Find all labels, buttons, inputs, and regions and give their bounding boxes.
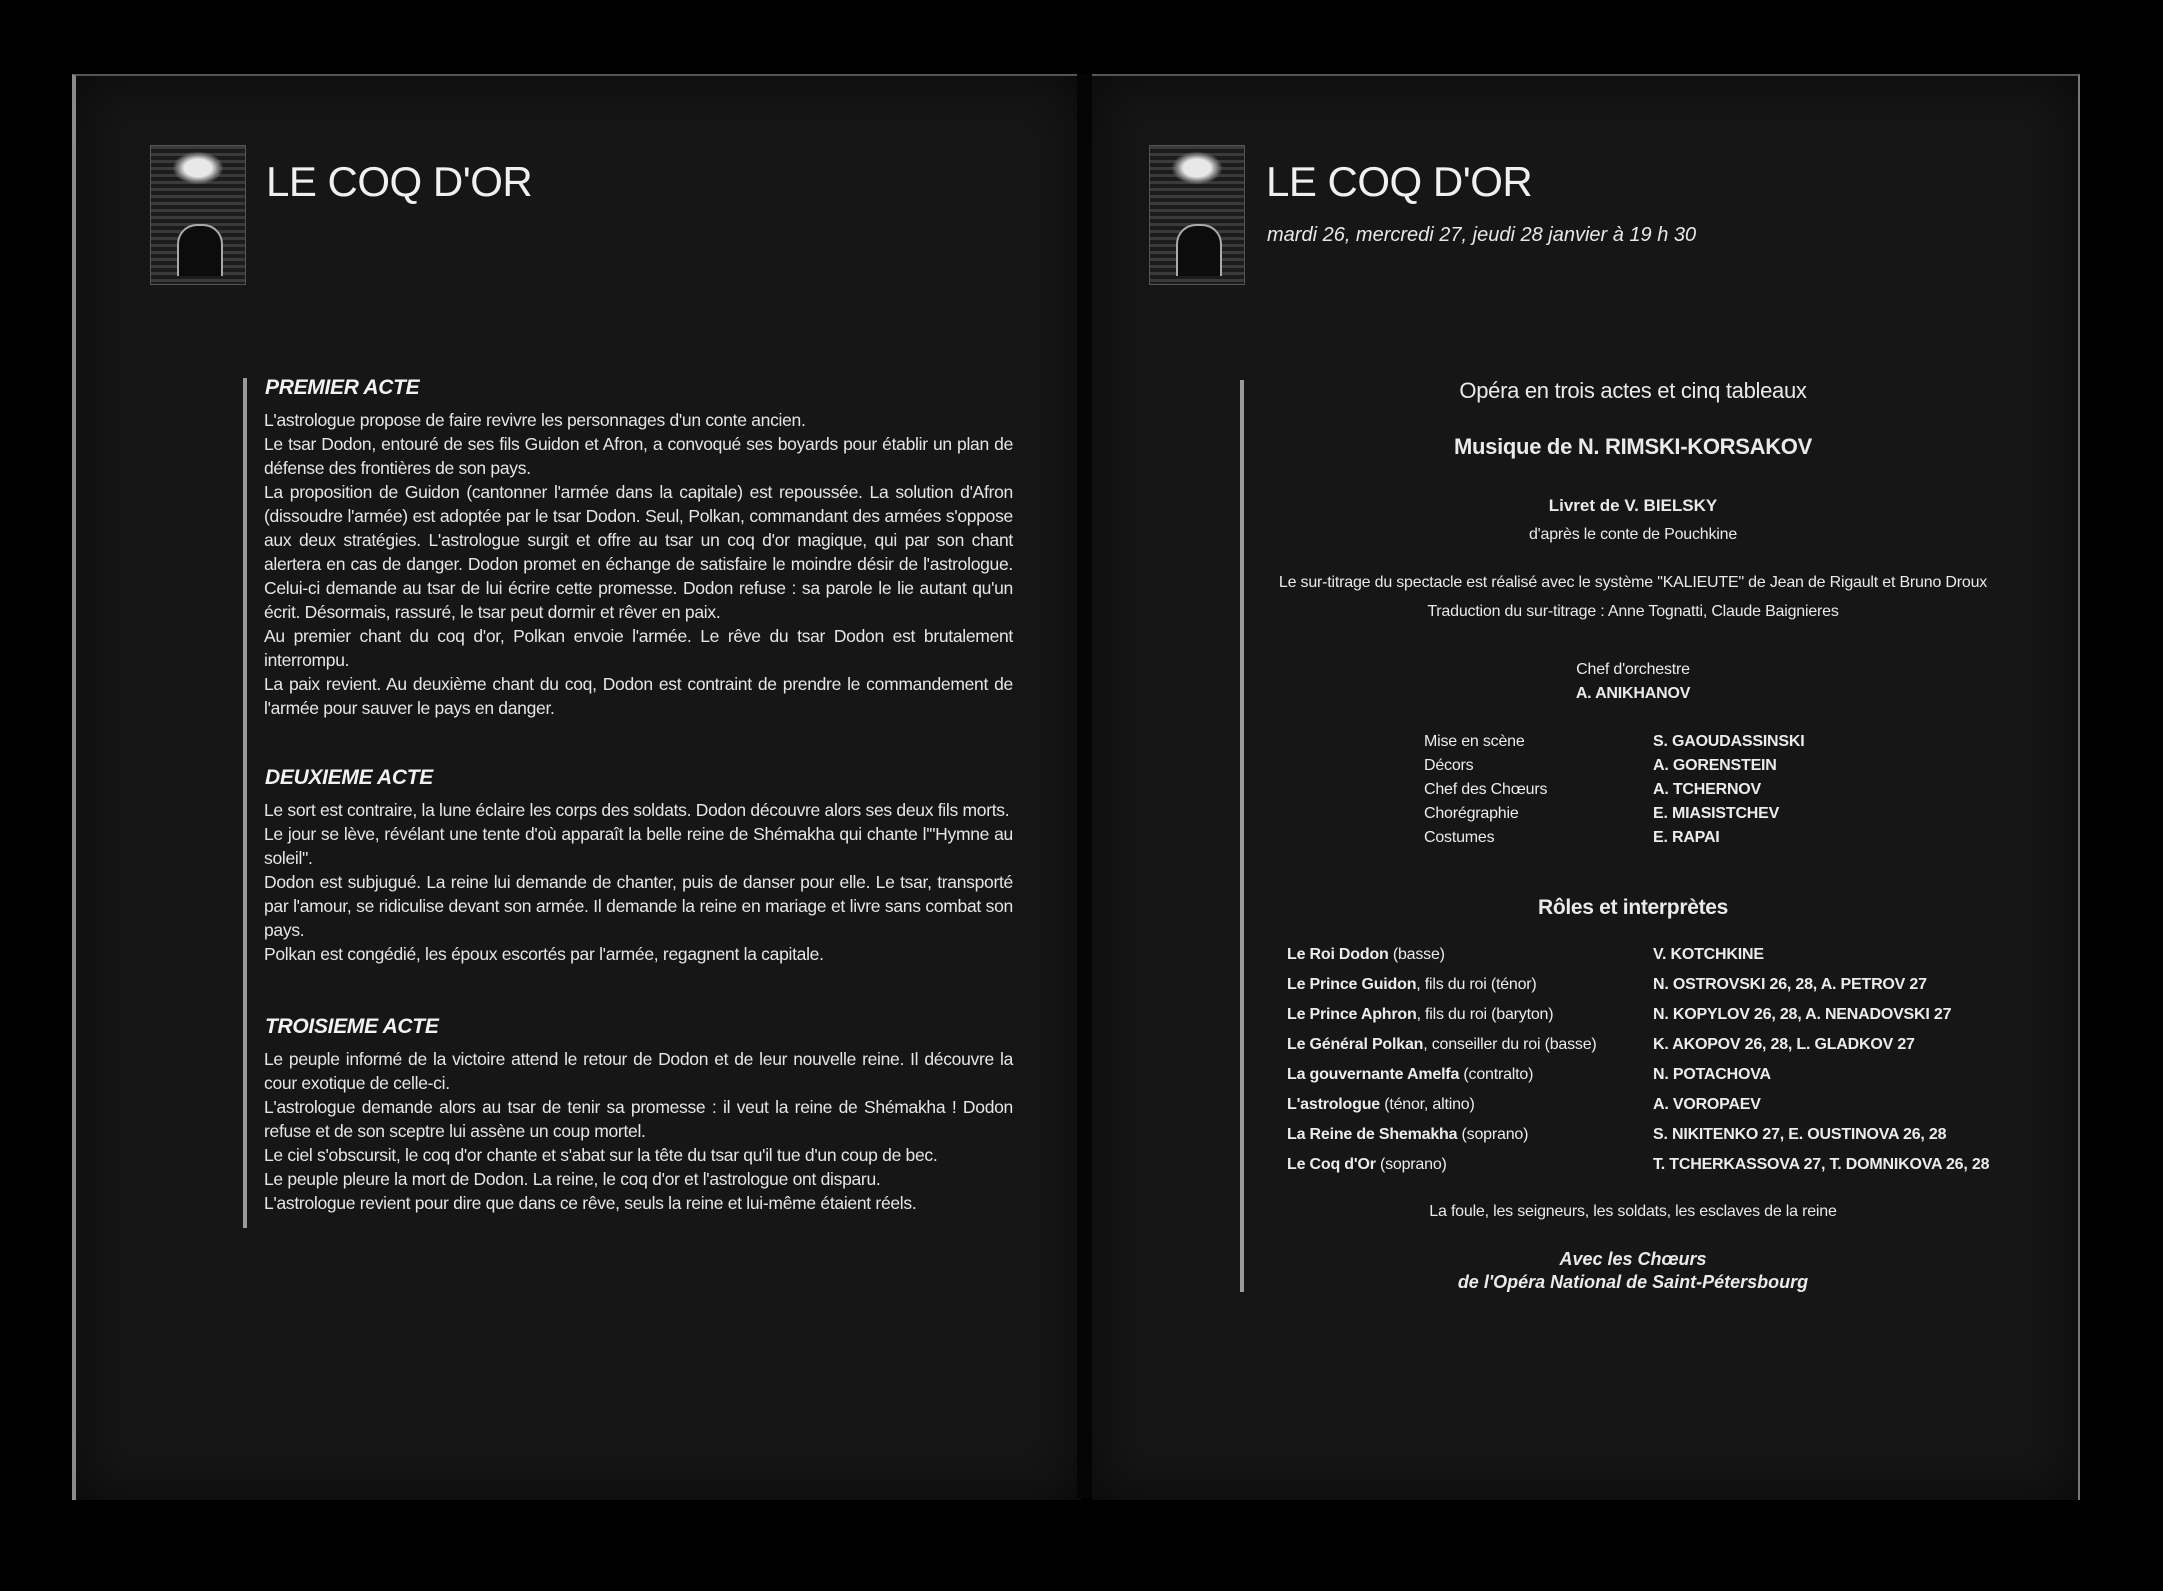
cast-character: La gouvernante Amelfa: [1287, 1066, 1460, 1083]
cast-performers: N. OSTROVSKI 26, 28, A. PETROV 27: [1653, 976, 1927, 993]
act-1-paragraph: La proposition de Guidon (cantonner l'armée dans la capitale) est repoussée. La solution d'Afron (dissoudre l'armée) est adoptée par le tsar Dodon. Seul, Polkan, commandant des armées s'oppose aux deux stratégies. L'astrologue surgit et offre au tsar un coq d'or magique, qui par son chant alertera en cas de danger. Dodon promet en échange de satisfaire le moindre désir de l'astrologue. Celui-ci demande au tsar de lui écrire cette promesse. Dodon refuse : sa parole le lie autant qu'un écrit. Désormais, rassuré, le tsar peut dormir et rêver en paix.: [264, 482, 1013, 622]
crew-role: Costumes: [1424, 829, 1495, 846]
act-1-paragraph: Le tsar Dodon, entouré de ses fils Guidon et Afron, a convoqué ses boyards pour établir un plan de défense des frontières de son pays.: [264, 434, 1013, 478]
cast-performers: S. NIKITENKO 27, E. OUSTINOVA 26, 28: [1653, 1126, 1947, 1143]
cast-voice: , fils du roi (ténor): [1416, 976, 1537, 993]
crew-name: E. MIASISTCHEV: [1653, 805, 1780, 822]
cast-voice: , fils du roi (baryton): [1416, 1006, 1554, 1023]
act-1-paragraph: L'astrologue propose de faire revivre les personnages d'un conte ancien.: [264, 410, 806, 430]
act-2-paragraph: Le jour se lève, révélant une tente d'où apparaît la belle reine de Shémakha qui chante l'"Hymne au soleil".: [264, 824, 1013, 868]
book-gutter: [1077, 74, 1092, 1498]
crew-name: E. RAPAI: [1653, 829, 1720, 846]
act-1-paragraph: La paix revient. Au deuxième chant du coq, Dodon est contraint de prendre le commandement de l'armée pour sauver le pays en danger.: [264, 674, 1013, 718]
composer: Musique de N. RIMSKI-KORSAKOV: [1454, 434, 1812, 459]
cast-voice: (basse): [1388, 946, 1445, 963]
act-1-heading: PREMIER ACTE: [265, 376, 420, 399]
libretto-source: d'après le conte de Pouchkine: [1528, 526, 1738, 543]
roles-heading: Rôles et interprètes: [1537, 896, 1729, 919]
cast-voice: (soprano): [1375, 1156, 1447, 1173]
cast-voice: (soprano): [1457, 1126, 1529, 1143]
crew-role: Mise en scène: [1424, 733, 1525, 750]
crew-name: A. TCHERNOV: [1653, 781, 1762, 798]
right-page-title: LE COQ D'OR: [1266, 158, 1533, 205]
act-2-paragraph: Le sort est contraire, la lune éclaire les corps des soldats. Dodon découvre alors ses deux fils morts.: [264, 800, 1010, 820]
crew-role: Décors: [1424, 757, 1474, 774]
conductor-label: Chef d'orchestre: [1576, 661, 1690, 678]
cast-performers: K. AKOPOV 26, 28, L. GLADKOV 27: [1653, 1036, 1915, 1053]
cast-performers: T. TCHERKASSOVA 27, T. DOMNIKOVA 26, 28: [1653, 1156, 1990, 1173]
act-3-body: [264, 1047, 1013, 1215]
theatre-logo: [150, 145, 246, 285]
crew-role: Chorégraphie: [1424, 805, 1519, 822]
act-3-heading: TROISIEME ACTE: [265, 1015, 439, 1038]
act-3-paragraph: L'astrologue revient pour dire que dans ce rêve, seuls la reine et lui-même étaient réels.: [264, 1193, 917, 1213]
crowd-line: La foule, les seigneurs, les soldats, les esclaves de la reine: [1429, 1203, 1837, 1220]
act-3-paragraph: Le peuple informé de la victoire attend le retour de Dodon et de leur nouvelle reine. Il découvre la cour exotique de celle-ci.: [264, 1049, 1013, 1093]
crew-role: Chef des Chœurs: [1424, 781, 1548, 798]
cast-character: Le Prince Aphron: [1287, 1006, 1417, 1023]
cast-character: La Reine de Shemakha: [1287, 1126, 1458, 1143]
crew-name: S. GAOUDASSINSKI: [1653, 733, 1805, 750]
crew-name: A. GORENSTEIN: [1653, 757, 1777, 774]
act-2-paragraph: Polkan est congédié, les époux escortés par l'armée, regagnent la capitale.: [264, 944, 824, 964]
surtitle-credit: Le sur-titrage du spectacle est réalisé avec le système "KALIEUTE" de Jean de Rigault et Bruno Droux: [1278, 574, 1988, 591]
cast-voice: (ténor, altino): [1379, 1096, 1475, 1113]
theatre-logo: [1149, 145, 1245, 285]
cast-performers: V. KOTCHKINE: [1653, 946, 1764, 963]
left-page: [72, 74, 1081, 1500]
librettist: Livret de V. BIELSKY: [1548, 496, 1718, 515]
opera-genre: Opéra en trois actes et cinq tableaux: [1459, 378, 1807, 403]
cast-character: L'astrologue: [1287, 1096, 1380, 1113]
left-page-title: LE COQ D'OR: [266, 158, 533, 205]
cast-voice: (contralto): [1459, 1066, 1534, 1083]
cast-performers: N. POTACHOVA: [1653, 1066, 1771, 1083]
act-2-heading: DEUXIEME ACTE: [265, 766, 434, 789]
choir-line-1: Avec les Chœurs: [1559, 1249, 1707, 1269]
act-3-paragraph: Le peuple pleure la mort de Dodon. La reine, le coq d'or et l'astrologue ont disparu.: [264, 1169, 881, 1189]
right-vertical-rule: [1240, 380, 1244, 1292]
choir-line-2: de l'Opéra National de Saint-Pétersbourg: [1457, 1272, 1809, 1292]
act-2-paragraph: Dodon est subjugué. La reine lui demande de chanter, puis de danser pour elle. Le tsar, transporté par l'amour, se ridiculise devant son armée. Il demande la reine en mariage et livre sans combat son pays.: [264, 872, 1013, 940]
left-vertical-rule: [243, 378, 247, 1228]
cast-character: Le Prince Guidon: [1287, 976, 1417, 993]
act-3-paragraph: Le ciel s'obscursit, le coq d'or chante et s'abat sur la tête du tsar qu'il tue d'un coup de bec.: [264, 1145, 938, 1165]
cast-voice: , conseiller du roi (basse): [1423, 1036, 1597, 1053]
surtitle-translation: Traduction du sur-titrage : Anne Tognatti, Claude Baignieres: [1427, 603, 1839, 620]
cast-character: Le Roi Dodon: [1287, 946, 1389, 963]
performance-dates: mardi 26, mercredi 27, jeudi 28 janvier à 19 h 30: [1267, 224, 1697, 246]
act-1-body: [264, 408, 1013, 720]
cast-performers: A. VOROPAEV: [1653, 1096, 1761, 1113]
cast-performers: N. KOPYLOV 26, 28, A. NENADOVSKI 27: [1653, 1006, 1952, 1023]
cast-character: Le Coq d'Or: [1287, 1156, 1376, 1173]
act-1-paragraph: Au premier chant du coq d'or, Polkan envoie l'armée. Le rêve du tsar Dodon est brutalement interrompu.: [264, 626, 1013, 670]
cast-character: Le Général Polkan: [1287, 1036, 1424, 1053]
conductor-name: A. ANIKHANOV: [1575, 685, 1691, 702]
act-2-body: [264, 798, 1013, 966]
act-3-paragraph: L'astrologue demande alors au tsar de tenir sa promesse : il veut la reine de Shémakha ! Dodon refuse et de son sceptre lui assène un coup mortel.: [264, 1097, 1013, 1141]
